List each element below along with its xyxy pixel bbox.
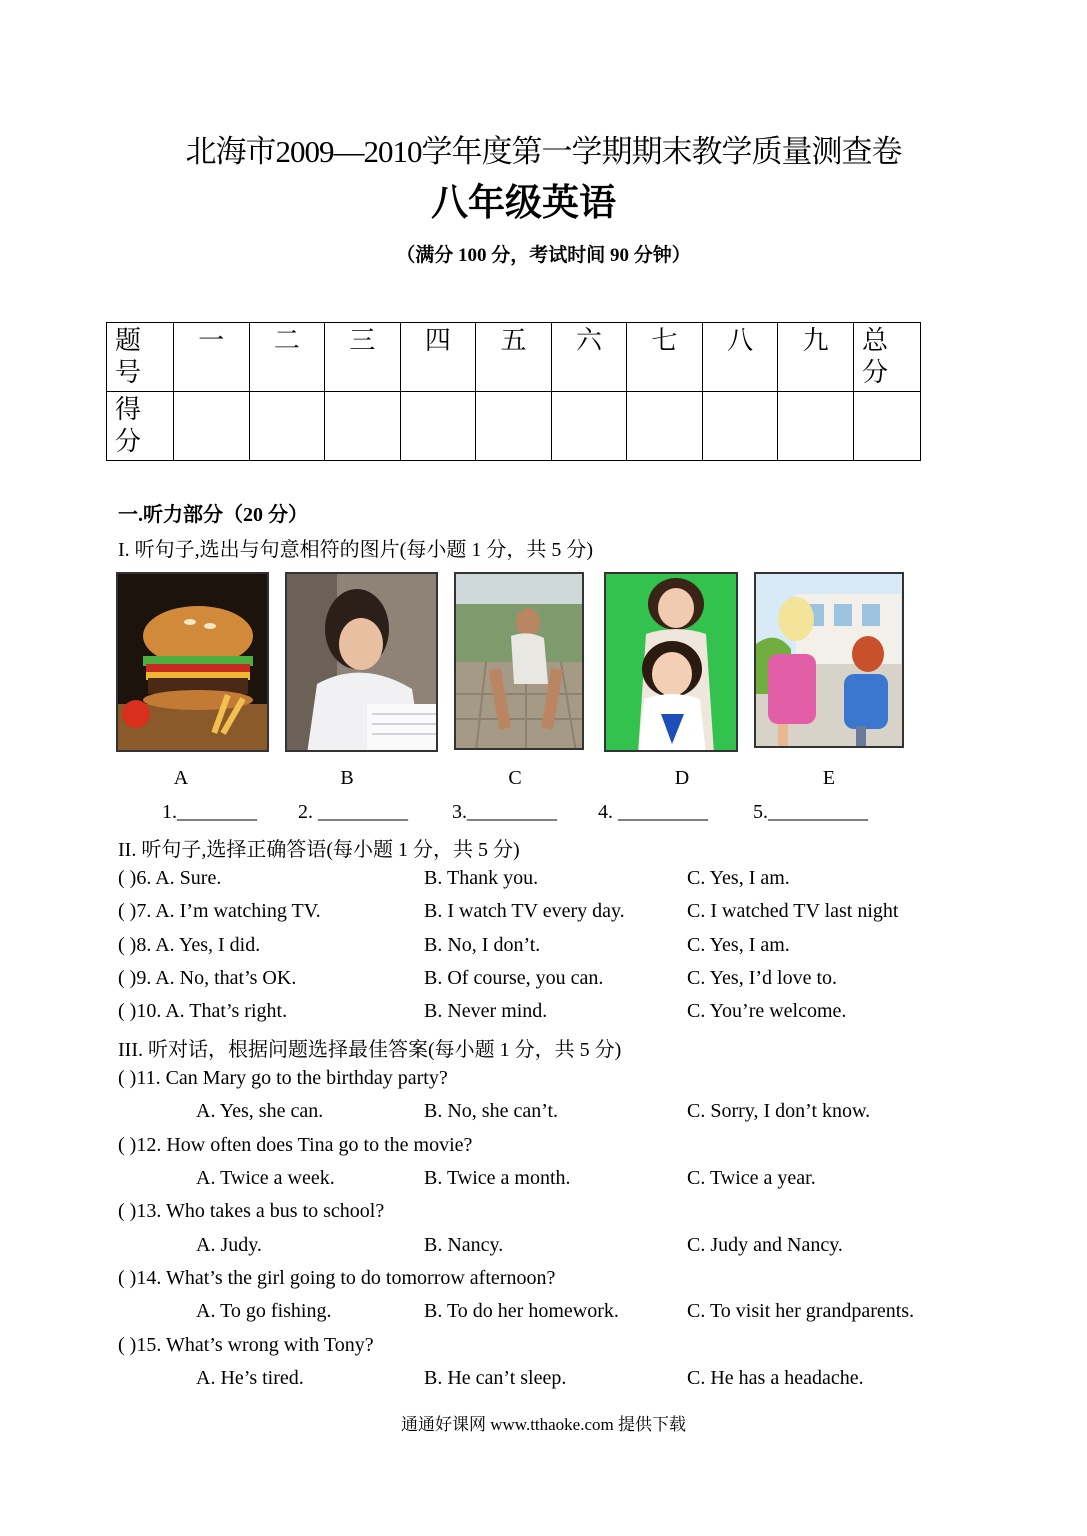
option-c: C. Yes, I am.	[687, 867, 790, 889]
hamburger-photo-icon	[116, 572, 269, 752]
picture-label: B	[340, 767, 354, 789]
option-b: B. Never mind.	[424, 1000, 548, 1022]
question-item: ( )13. Who takes a bus to school?	[118, 1200, 385, 1222]
score-header-cell: 五	[476, 323, 552, 392]
option-a: A. Judy.	[196, 1234, 262, 1256]
option-c: C. Yes, I’d love to.	[687, 967, 838, 989]
picture-label: E	[822, 767, 836, 789]
score-row-label: 得 分	[107, 392, 174, 461]
option-b: B. Of course, you can.	[424, 967, 604, 989]
option-a: A. Yes, she can.	[196, 1100, 324, 1122]
picture-label: A	[173, 767, 189, 789]
option-b: B. I watch TV every day.	[424, 900, 625, 922]
score-cell[interactable]	[551, 392, 627, 461]
option-c: C. To visit her grandparents.	[687, 1300, 915, 1322]
score-header-cell: 总 分	[854, 323, 921, 392]
exam-title: 北海市2009—2010学年度第一学期期末教学质量测查卷	[185, 134, 902, 169]
exam-note: （满分 100 分，考试时间 90 分钟）	[396, 245, 691, 266]
score-table	[106, 322, 921, 461]
option-a: A. To go fishing.	[196, 1300, 332, 1322]
score-cell[interactable]	[627, 392, 703, 461]
question-item: ( )9. A. No, that’s OK.	[118, 967, 297, 989]
option-b: B. No, she can’t.	[424, 1100, 559, 1122]
score-header-cell: 题 号	[107, 323, 174, 392]
two-girls-photo-icon	[604, 572, 738, 752]
man-pushup-photo-icon	[454, 572, 584, 750]
option-c: C. Judy and Nancy.	[687, 1234, 843, 1256]
question-item: ( )10. A. That’s right.	[118, 1000, 288, 1022]
option-b: B. Twice a month.	[424, 1167, 571, 1189]
girl-writing-photo-icon	[285, 572, 438, 752]
option-c: C. Sorry, I don’t know.	[687, 1100, 871, 1122]
score-header-cell: 八	[702, 323, 778, 392]
picture-label: D	[674, 767, 690, 789]
option-c: C. You’re welcome.	[687, 1000, 847, 1022]
score-cell[interactable]	[325, 392, 401, 461]
option-c: C. Twice a year.	[687, 1167, 816, 1189]
option-b: B. Nancy.	[424, 1234, 504, 1256]
score-table-header-row	[107, 323, 921, 392]
score-cell[interactable]	[476, 392, 552, 461]
answer-blank-5[interactable]: 5.__________	[753, 801, 868, 823]
question-item: ( )8. A. Yes, I did.	[118, 934, 261, 956]
score-header-cell: 一	[174, 323, 250, 392]
score-header-cell: 二	[249, 323, 325, 392]
exam-subject: 八年级英语	[431, 181, 616, 224]
question-item: ( )15. What’s wrong with Tony?	[118, 1334, 374, 1356]
score-cell[interactable]	[854, 392, 921, 461]
kids-school-cartoon-icon	[754, 572, 904, 748]
answer-blank-4[interactable]: 4. _________	[598, 801, 708, 823]
option-b: B. No, I don’t.	[424, 934, 541, 956]
score-cell[interactable]	[400, 392, 476, 461]
option-b: B. He can’t sleep.	[424, 1367, 567, 1389]
score-table-score-row	[107, 392, 921, 461]
section1-heading: I. 听句子,选出与句意相符的图片(每小题 1 分，共 5 分)	[118, 539, 593, 561]
picture-label: C	[508, 767, 522, 789]
answer-blank-2[interactable]: 2. _________	[298, 801, 408, 823]
score-cell[interactable]	[174, 392, 250, 461]
answer-blank-3[interactable]: 3._________	[452, 801, 557, 823]
question-item: ( )11. Can Mary go to the birthday party?	[118, 1067, 448, 1089]
score-header-cell: 六	[551, 323, 627, 392]
section2-heading: II. 听句子,选择正确答语(每小题 1 分，共 5 分)	[118, 839, 520, 861]
answer-blank-1[interactable]: 1.________	[162, 801, 257, 823]
option-a: A. Twice a week.	[196, 1167, 335, 1189]
score-header-cell: 七	[627, 323, 703, 392]
question-item: ( )6. A. Sure.	[118, 867, 222, 889]
question-item: ( )7. A. I’m watching TV.	[118, 900, 321, 922]
option-b: B. Thank you.	[424, 867, 539, 889]
option-c: C. He has a headache.	[687, 1367, 864, 1389]
score-header-cell: 四	[400, 323, 476, 392]
section3-heading: III. 听对话，根据问题选择最佳答案(每小题 1 分，共 5 分)	[118, 1039, 622, 1061]
part1-heading: 一.听力部分（20 分）	[118, 504, 308, 526]
question-item: ( )12. How often does Tina go to the movie?	[118, 1134, 473, 1156]
question-item: ( )14. What’s the girl going to do tomorrow afternoon?	[118, 1267, 556, 1289]
score-header-cell: 九	[778, 323, 854, 392]
page-footer: 通通好课网 www.tthaoke.com 提供下载	[400, 1415, 687, 1434]
score-header-cell: 三	[325, 323, 401, 392]
option-c: C. I watched TV last night	[687, 900, 899, 922]
option-b: B. To do her homework.	[424, 1300, 619, 1322]
score-cell[interactable]	[249, 392, 325, 461]
score-cell[interactable]	[702, 392, 778, 461]
option-c: C. Yes, I am.	[687, 934, 790, 956]
option-a: A. He’s tired.	[196, 1367, 304, 1389]
score-cell[interactable]	[778, 392, 854, 461]
